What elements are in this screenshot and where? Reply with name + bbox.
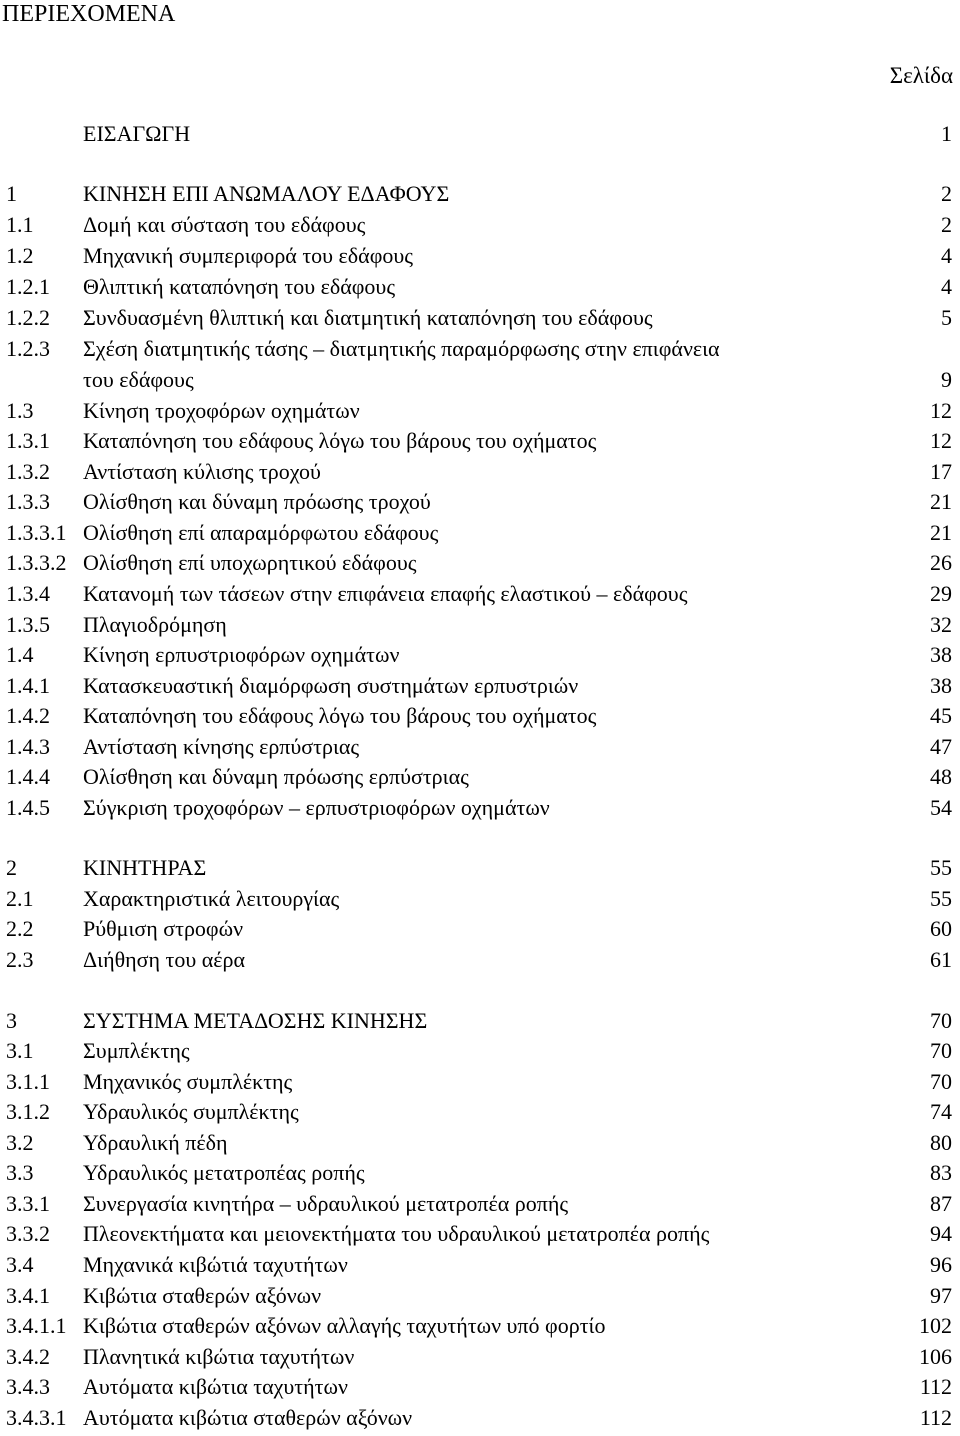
toc-entry-number: 1.2: [6, 243, 34, 268]
toc-entry-page: 96: [930, 1252, 952, 1277]
toc-entry-number: 3.4.1: [6, 1283, 50, 1308]
toc-entry-number: 3.4.1.1: [6, 1313, 67, 1338]
toc-entry: [0, 610, 960, 640]
toc-entry-title: Κιβώτια σταθερών αξόνων αλλαγής ταχυτήτων υπό φορτίο: [83, 1313, 606, 1338]
toc-entry-page: 38: [930, 642, 952, 667]
toc-entry-title: Διήθηση του αέρα: [83, 947, 245, 972]
toc-entry-page: 5: [941, 305, 952, 330]
toc-entry-title: Πλανητικά κιβώτια ταχυτήτων: [83, 1344, 355, 1369]
toc-entry-page: 83: [930, 1160, 952, 1185]
toc-entry-page: 29: [930, 581, 952, 606]
toc-entry-page: 102: [919, 1313, 952, 1338]
toc-entry-number: 1.2.3: [6, 336, 50, 361]
toc-entry-number: 1.4.2: [6, 703, 50, 728]
toc-entry-title: Αντίσταση κίνησης ερπύστριας: [83, 734, 360, 759]
toc-entry-title: Ολίσθηση και δύναμη πρόωσης ερπύστριας: [83, 764, 469, 789]
toc-entry-number: 3.4.3: [6, 1374, 50, 1399]
toc-entry: [0, 1067, 960, 1097]
toc-entry-page: 9: [941, 367, 952, 392]
toc-entry-title: Συμπλέκτης: [83, 1038, 190, 1063]
toc-entry: [0, 272, 960, 302]
toc-entry: [0, 1036, 960, 1066]
toc-entry: [0, 303, 960, 333]
toc-entry-title: ΚΙΝΗΤΗΡΑΣ: [83, 855, 207, 880]
toc-entry-page: 47: [930, 734, 952, 759]
toc-entry: [0, 1250, 960, 1280]
toc-entry-number: 1.3.4: [6, 581, 50, 606]
toc-entry-page: 32: [930, 612, 952, 637]
toc-entry-number: 1.4: [6, 642, 34, 667]
toc-entry: [0, 1342, 960, 1372]
toc-entry-number: 1.2.1: [6, 274, 50, 299]
toc-entry-page: 1: [941, 121, 952, 146]
toc-entry-page: 21: [930, 489, 952, 514]
toc-entry-title: Αυτόματα κιβώτια σταθερών αξόνων: [83, 1405, 413, 1430]
toc-entry-page: 70: [930, 1008, 952, 1033]
page-title: ΠΕΡΙΕΧΟΜΕΝΑ: [2, 1, 176, 27]
toc-entry-number: 2.2: [6, 916, 34, 941]
toc-entry-page: 74: [930, 1099, 952, 1124]
toc-entry-title: Κίνηση τροχοφόρων οχημάτων: [83, 398, 360, 423]
toc-entry-page: 21: [930, 520, 952, 545]
toc-entry-title: Υδραυλικός συμπλέκτης: [83, 1099, 299, 1124]
toc-entry: [0, 396, 960, 426]
toc-entry-title: ΣΥΣΤΗΜΑ ΜΕΤΑΔΟΣΗΣ ΚΙΝΗΣΗΣ: [83, 1008, 428, 1033]
toc-entry-page: 70: [930, 1069, 952, 1094]
toc-entry-page: 48: [930, 764, 952, 789]
toc-entry: [0, 1097, 960, 1127]
toc-entry: [0, 210, 960, 240]
toc-entry: [0, 334, 960, 364]
toc-entry-number: 1.4.4: [6, 764, 50, 789]
toc-entry-page: 2: [941, 212, 952, 237]
toc-entry-page: 80: [930, 1130, 952, 1155]
toc-entry-page: 2: [941, 181, 952, 206]
toc-entry: [0, 732, 960, 762]
toc-entry-title: Υδραυλικός μετατροπέας ροπής: [83, 1160, 365, 1185]
toc-entry-page: 55: [930, 855, 952, 880]
toc-entry: [0, 1158, 960, 1188]
toc-entry: [0, 762, 960, 792]
toc-entry-title: Μηχανικά κιβώτιά ταχυτήτων: [83, 1252, 348, 1277]
toc-entry-page: 112: [919, 1374, 952, 1399]
toc-entry-page: 54: [930, 795, 952, 820]
toc-entry-page: 4: [941, 243, 952, 268]
toc-entry: [0, 426, 960, 456]
toc-entry-title: Αυτόματα κιβώτια ταχυτήτων: [83, 1374, 348, 1399]
page-column-label: Σελίδα: [889, 63, 953, 88]
toc-entry-number: 1.4.1: [6, 673, 50, 698]
toc-entry-number: 3.3.2: [6, 1221, 50, 1246]
toc-entry-number: 3.1.1: [6, 1069, 50, 1094]
toc-entry-title: Σχέση διατμητικής τάσης – διατμητικής παραμόρφωσης στην επιφάνεια: [83, 336, 720, 361]
toc-entry-title: Μηχανικός συμπλέκτης: [83, 1069, 293, 1094]
toc-entry-title: Σύγκριση τροχοφόρων – ερπυστριοφόρων οχημάτων: [83, 795, 550, 820]
toc-entry-page: 112: [919, 1405, 952, 1430]
toc-entry: [0, 241, 960, 271]
toc-entry-title: Ολίσθηση και δύναμη πρόωσης τροχού: [83, 489, 431, 514]
toc-entry: [0, 179, 960, 209]
toc-entry-page: 38: [930, 673, 952, 698]
toc-entry-number: 1.3.2: [6, 459, 50, 484]
toc-entry-title: Πλεονεκτήματα και μειονεκτήματα του υδραυλικού μετατροπέα ροπής: [83, 1221, 710, 1246]
toc-entry-number: 3.2: [6, 1130, 34, 1155]
toc-entry-title: Υδραυλική πέδη: [83, 1130, 228, 1155]
toc-entry-title: Μηχανική συμπεριφορά του εδάφους: [83, 243, 413, 268]
toc-entry-title: Ολίσθηση επί υποχωρητικού εδάφους: [83, 550, 417, 575]
toc-entry: [0, 1281, 960, 1311]
toc-entry-number: 1.2.2: [6, 305, 50, 330]
toc-entry-title: ΚΙΝΗΣΗ ΕΠΙ ΑΝΩΜΑΛΟΥ ΕΔΑΦΟΥΣ: [83, 181, 450, 206]
toc-entry-number: 2.3: [6, 947, 34, 972]
toc-entry-title: Συνδυασμένη θλιπτική και διατμητική καταπόνηση του εδάφους: [83, 305, 653, 330]
toc-entry-number: 1.1: [6, 212, 34, 237]
toc-entry-page: 45: [930, 703, 952, 728]
toc-entry: [0, 1006, 960, 1036]
toc-entry: [0, 793, 960, 823]
toc-entry-title: Ρύθμιση στροφών: [83, 916, 244, 941]
toc-entry: [0, 853, 960, 883]
toc-entry-page: 97: [930, 1283, 952, 1308]
toc-entry-title: Κατανομή των τάσεων στην επιφάνεια επαφής ελαστικού – εδάφους: [83, 581, 688, 606]
toc-entry-number: 3.4.2: [6, 1344, 50, 1369]
toc-entry-title: του εδάφους: [83, 367, 194, 392]
toc-entry-number: 3.4: [6, 1252, 34, 1277]
toc-entry-page: 70: [930, 1038, 952, 1063]
toc-entry-number: 1.3.3.2: [6, 550, 67, 575]
toc-entry-number: 1.3.5: [6, 612, 50, 637]
toc-entry: [0, 1311, 960, 1341]
toc-entry-title: Κίνηση ερπυστριοφόρων οχημάτων: [83, 642, 400, 667]
toc-entry-title: Κιβώτια σταθερών αξόνων: [83, 1283, 322, 1308]
toc-entry: [0, 884, 960, 914]
toc-entry-number: 1: [6, 181, 17, 206]
toc-entry: [0, 1128, 960, 1158]
toc-entry: [0, 701, 960, 731]
toc-entry: [0, 945, 960, 975]
toc-entry: [0, 518, 960, 548]
toc-entry-number: 3: [6, 1008, 17, 1033]
toc-entry: [0, 1219, 960, 1249]
toc-entry-page: 12: [930, 428, 952, 453]
toc-entry-title: Ολίσθηση επί απαραμόρφωτου εδάφους: [83, 520, 439, 545]
toc-entry-title: Αντίσταση κύλισης τροχού: [83, 459, 321, 484]
toc-entry-title: ΕΙΣΑΓΩΓΗ: [83, 121, 191, 146]
toc-entry-page: 61: [930, 947, 952, 972]
toc-entry-number: 1.3.1: [6, 428, 50, 453]
toc-entry-title: Δομή και σύσταση του εδάφους: [83, 212, 366, 237]
toc-entry-number: 3.3.1: [6, 1191, 50, 1216]
toc-entry: [0, 119, 960, 149]
toc-entry: [0, 1189, 960, 1219]
toc-entry-number: 1.4.5: [6, 795, 50, 820]
toc-entry-page: 87: [930, 1191, 952, 1216]
toc-entry-number: 1.4.3: [6, 734, 50, 759]
toc-entry-number: 1.3.3: [6, 489, 50, 514]
toc-entry-number: 2: [6, 855, 17, 880]
toc-entry-page: 60: [930, 916, 952, 941]
toc-entry-page: 55: [930, 886, 952, 911]
toc-entry: [0, 914, 960, 944]
toc-entry: [0, 1372, 960, 1402]
toc-entry: [0, 579, 960, 609]
toc-entry: [0, 640, 960, 670]
toc-entry-title: Καταπόνηση του εδάφους λόγω του βάρους του οχήματος: [83, 703, 597, 728]
toc-entry: [0, 671, 960, 701]
toc-entry-number: 1.3: [6, 398, 34, 423]
toc-entry-page: 26: [930, 550, 952, 575]
toc-entry-number: 1.3.3.1: [6, 520, 67, 545]
toc-entry-number: 3.1.2: [6, 1099, 50, 1124]
toc-entry-continuation: [0, 365, 960, 395]
toc-entry: [0, 457, 960, 487]
toc-entry-page: 17: [930, 459, 952, 484]
toc-entry-number: 3.4.3.1: [6, 1405, 67, 1430]
toc-entry-page: 106: [919, 1344, 952, 1369]
toc-entry-number: 2.1: [6, 886, 34, 911]
toc-entry: [0, 1403, 960, 1433]
toc-entry: [0, 487, 960, 517]
toc-entry-title: Χαρακτηριστικά λειτουργίας: [83, 886, 340, 911]
toc-entry-title: Κατασκευαστική διαμόρφωση συστημάτων ερπυστριών: [83, 673, 579, 698]
toc-entry: [0, 548, 960, 578]
toc-entry-number: 3.1: [6, 1038, 34, 1063]
toc-entry-page: 12: [930, 398, 952, 423]
toc-entry-title: Θλιπτική καταπόνηση του εδάφους: [83, 274, 396, 299]
toc-entry-number: 3.3: [6, 1160, 34, 1185]
toc-entry-page: 4: [941, 274, 952, 299]
toc-entry-title: Πλαγιοδρόμηση: [83, 612, 227, 637]
toc-entry-page: 94: [930, 1221, 952, 1246]
toc-entry-title: Καταπόνηση του εδάφους λόγω του βάρους του οχήματος: [83, 428, 597, 453]
toc-entry-title: Συνεργασία κινητήρα – υδραυλικού μετατροπέα ροπής: [83, 1191, 569, 1216]
